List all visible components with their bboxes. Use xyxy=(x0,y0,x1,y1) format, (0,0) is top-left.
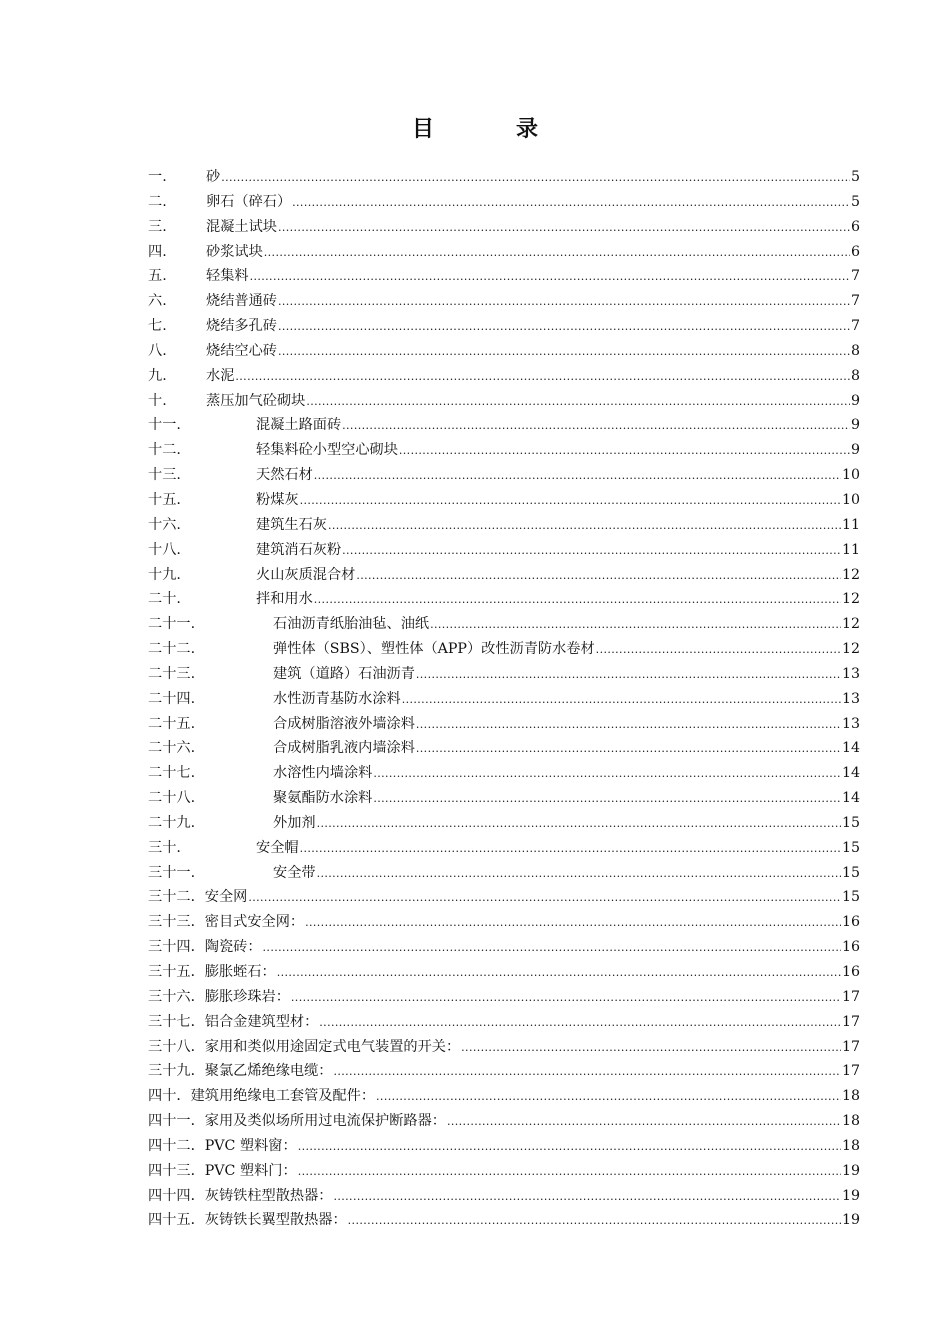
toc-entry[interactable] xyxy=(148,1134,860,1159)
toc-entry[interactable] xyxy=(148,736,860,761)
toc-entry-title: 轻集料 xyxy=(206,268,249,285)
toc-entry[interactable] xyxy=(148,1208,860,1233)
toc-dot-leader xyxy=(314,463,841,489)
toc-dot-leader xyxy=(277,960,841,986)
toc-dot-leader xyxy=(447,1109,841,1135)
toc-entry-number: 三十四． xyxy=(148,939,205,956)
toc-entry-page-number: 17 xyxy=(841,1013,860,1030)
toc-entry-page-number: 13 xyxy=(841,690,860,707)
toc-dot-leader xyxy=(263,935,841,961)
toc-entry-title: 水泥 xyxy=(206,367,235,384)
toc-entry[interactable] xyxy=(148,438,860,463)
toc-entry-number: 二十八. xyxy=(148,790,196,807)
toc-entry-title: 合成树脂乳液内墙涂料 xyxy=(273,740,415,757)
toc-entry-number: 四十五． xyxy=(148,1212,205,1229)
toc-dot-leader xyxy=(292,190,850,216)
toc-entry-number: 五. xyxy=(148,268,167,285)
toc-dot-leader xyxy=(278,339,850,365)
toc-entry-page-number: 9 xyxy=(850,392,860,409)
toc-entry[interactable] xyxy=(148,811,860,836)
toc-entry-title: 安全帽 xyxy=(256,839,299,856)
toc-entry-page-number: 16 xyxy=(841,914,860,931)
toc-entry-title: 拌和用水 xyxy=(256,591,313,608)
toc-dot-leader xyxy=(298,1134,841,1160)
toc-dot-leader xyxy=(298,1159,841,1185)
toc-entry-number: 三十五． xyxy=(148,964,205,980)
toc-entry[interactable] xyxy=(148,1010,860,1035)
toc-dot-leader xyxy=(461,1035,841,1061)
toc-entry[interactable] xyxy=(148,587,860,612)
toc-entry[interactable] xyxy=(148,389,860,414)
toc-entry-number: 三十三． xyxy=(148,914,205,931)
toc-dot-leader xyxy=(416,662,841,688)
toc-dot-leader xyxy=(342,413,850,439)
toc-entry[interactable] xyxy=(148,240,860,265)
toc-entry-number: 四十三． xyxy=(148,1162,205,1179)
toc-entry-title: 弹性体（SBS）、塑性体（APP）改性沥青防水卷材 xyxy=(273,641,595,658)
toc-entry-number: 十三. xyxy=(148,467,181,484)
toc-entry[interactable] xyxy=(148,761,860,786)
toc-dot-leader xyxy=(342,538,841,564)
toc-entry[interactable] xyxy=(148,861,860,886)
toc-entry-number: 二十五. xyxy=(148,715,196,732)
toc-entry-title: 灰铸铁柱型散热器： xyxy=(204,1187,333,1204)
toc-entry-number: 十五. xyxy=(148,491,181,508)
toc-entry[interactable] xyxy=(148,1159,860,1184)
toc-entry[interactable] xyxy=(148,1084,860,1109)
toc-entry[interactable] xyxy=(148,190,860,215)
toc-entry-title: 烧结空心砖 xyxy=(206,342,277,359)
toc-dot-leader xyxy=(264,240,850,266)
table-of-contents xyxy=(148,165,860,1233)
toc-entry-page-number: 13 xyxy=(841,715,860,732)
toc-entry[interactable] xyxy=(148,935,860,960)
toc-entry-title: 安全带 xyxy=(273,864,316,881)
toc-entry-title: 膨胀珍珠岩： xyxy=(204,988,290,1005)
toc-entry-title: 建筑消石灰粉 xyxy=(256,541,342,558)
toc-entry-number: 二十. xyxy=(148,591,181,608)
toc-entry-page-number: 17 xyxy=(841,1063,860,1080)
toc-entry-title: 混凝土路面砖 xyxy=(256,417,342,434)
toc-entry-page-number: 8 xyxy=(850,367,860,384)
toc-entry[interactable] xyxy=(148,985,860,1010)
toc-dot-leader xyxy=(373,761,841,787)
toc-entry-page-number: 14 xyxy=(841,740,860,757)
toc-dot-leader xyxy=(399,438,850,464)
toc-entry-title: 密目式安全网： xyxy=(204,914,305,931)
toc-entry[interactable] xyxy=(148,662,860,687)
toc-entry-page-number: 15 xyxy=(841,864,860,881)
toc-dot-leader xyxy=(356,563,841,589)
toc-entry[interactable] xyxy=(148,836,860,861)
toc-dot-leader xyxy=(300,836,841,862)
toc-entry[interactable] xyxy=(148,264,860,289)
toc-entry-title: PVC 塑料门： xyxy=(204,1162,297,1179)
toc-entry-page-number: 9 xyxy=(850,442,860,459)
toc-dot-leader xyxy=(376,1084,841,1110)
toc-dot-leader xyxy=(319,1010,841,1036)
toc-entry-title: 安全网 xyxy=(204,889,248,906)
toc-entry[interactable] xyxy=(148,488,860,513)
toc-entry-number: 四十一． xyxy=(148,1113,205,1130)
toc-entry-page-number: 12 xyxy=(841,591,860,608)
toc-entry-number: 二十三. xyxy=(148,665,196,682)
toc-entry-page-number: 5 xyxy=(850,193,860,210)
toc-dot-leader xyxy=(235,364,850,390)
toc-dot-leader xyxy=(278,289,850,315)
toc-entry-number: 八. xyxy=(148,342,167,359)
toc-dot-leader xyxy=(348,1208,841,1234)
toc-entry-title: 天然石材 xyxy=(256,467,313,484)
toc-entry[interactable] xyxy=(148,786,860,811)
toc-entry[interactable] xyxy=(148,1035,860,1060)
toc-entry-title: 建筑用绝缘电工套管及配件： xyxy=(190,1088,376,1105)
toc-dot-leader xyxy=(300,488,841,514)
toc-entry-number: 四十二． xyxy=(148,1137,205,1154)
page-title: 目 录 xyxy=(411,116,568,142)
toc-entry-title: 合成树脂溶液外墙涂料 xyxy=(273,715,415,732)
toc-entry-page-number: 7 xyxy=(850,268,860,285)
toc-entry-title: 卵石（碎石） xyxy=(206,193,292,210)
toc-dot-leader xyxy=(333,1059,840,1085)
toc-entry-title: 灰铸铁长翼型散热器： xyxy=(204,1212,347,1229)
toc-dot-leader xyxy=(250,264,850,290)
toc-dot-leader xyxy=(248,885,841,911)
toc-entry-page-number: 7 xyxy=(850,318,860,335)
toc-entry-page-number: 16 xyxy=(841,964,860,980)
toc-entry-title: 混凝土试块 xyxy=(206,218,277,235)
toc-entry-number: 二十二. xyxy=(148,641,196,658)
toc-entry-title: 火山灰质混合材 xyxy=(256,566,356,583)
toc-entry-title: 聚氯乙烯绝缘电缆： xyxy=(204,1063,333,1080)
toc-entry-title: 轻集料砼小型空心砌块 xyxy=(256,442,398,459)
toc-entry-page-number: 15 xyxy=(841,839,860,856)
toc-entry-number: 十一. xyxy=(148,417,181,434)
toc-entry-page-number: 19 xyxy=(841,1187,860,1204)
toc-entry-page-number: 17 xyxy=(841,988,860,1005)
toc-entry[interactable] xyxy=(148,165,860,190)
toc-entry-title: 建筑生石灰 xyxy=(256,516,327,533)
toc-entry-number: 七. xyxy=(148,318,167,335)
toc-entry-number: 四十． xyxy=(148,1088,191,1105)
toc-dot-leader xyxy=(333,1184,840,1210)
toc-entry[interactable] xyxy=(148,289,860,314)
toc-entry-page-number: 12 xyxy=(841,616,860,633)
toc-entry-page-number: 15 xyxy=(841,889,860,906)
toc-dot-leader xyxy=(416,736,841,762)
toc-dot-leader xyxy=(317,811,841,837)
toc-entry-title: 聚氨酯防水涂料 xyxy=(273,790,373,807)
toc-entry[interactable] xyxy=(148,463,860,488)
toc-entry-number: 二十一. xyxy=(148,616,196,633)
toc-entry-page-number: 12 xyxy=(841,641,860,658)
toc-entry-number: 十. xyxy=(148,392,167,409)
toc-entry-number: 十八. xyxy=(148,541,181,558)
toc-entry-number: 二十六. xyxy=(148,740,196,757)
toc-entry-page-number: 18 xyxy=(841,1088,860,1105)
toc-entry-page-number: 13 xyxy=(841,665,860,682)
toc-entry-number: 二. xyxy=(148,193,167,210)
toc-entry[interactable] xyxy=(148,364,860,389)
toc-dot-leader xyxy=(416,712,841,738)
toc-entry-page-number: 12 xyxy=(841,566,860,583)
toc-entry-title: 石油沥青纸胎油毡、油纸 xyxy=(273,616,430,633)
toc-entry-number: 四十四． xyxy=(148,1187,205,1204)
toc-dot-leader xyxy=(317,861,841,887)
toc-entry[interactable] xyxy=(148,513,860,538)
toc-entry-number: 十六. xyxy=(148,516,181,533)
toc-entry-page-number: 11 xyxy=(841,516,860,533)
toc-entry-title: PVC 塑料窗： xyxy=(204,1137,297,1154)
toc-entry-number: 三十二． xyxy=(148,889,205,906)
toc-dot-leader xyxy=(402,687,841,713)
toc-entry-title: 砂 xyxy=(206,169,221,185)
toc-entry-title: 砂浆试块 xyxy=(206,243,263,260)
toc-entry[interactable] xyxy=(148,612,860,637)
toc-entry-number: 十九. xyxy=(148,566,181,583)
toc-entry-page-number: 8 xyxy=(850,342,860,359)
toc-entry-page-number: 18 xyxy=(841,1113,860,1130)
toc-entry-title: 建筑（道路）石油沥青 xyxy=(273,665,415,682)
toc-entry-title: 外加剂 xyxy=(273,814,316,831)
toc-dot-leader xyxy=(306,389,850,415)
toc-entry-title: 水溶性内墙涂料 xyxy=(273,765,373,782)
toc-entry-title: 粉煤灰 xyxy=(256,491,299,508)
toc-entry-page-number: 5 xyxy=(850,169,860,185)
toc-entry-number: 一. xyxy=(148,169,167,185)
toc-entry-page-number: 14 xyxy=(841,765,860,782)
toc-dot-leader xyxy=(328,513,841,539)
toc-entry[interactable] xyxy=(148,960,860,985)
toc-entry[interactable] xyxy=(148,1109,860,1134)
toc-entry[interactable] xyxy=(148,885,860,910)
toc-entry-page-number: 19 xyxy=(841,1212,860,1229)
toc-entry-number: 三十六． xyxy=(148,988,205,1005)
toc-entry-number: 三十九． xyxy=(148,1063,205,1080)
toc-entry-number: 二十七. xyxy=(148,765,196,782)
toc-entry-page-number: 14 xyxy=(841,790,860,807)
toc-entry-number: 六. xyxy=(148,293,167,310)
toc-entry[interactable] xyxy=(148,712,860,737)
toc-entry-number: 十二. xyxy=(148,442,181,459)
toc-entry-page-number: 18 xyxy=(841,1137,860,1154)
toc-entry-number: 三十一. xyxy=(148,864,196,881)
toc-entry[interactable] xyxy=(148,215,860,240)
toc-entry[interactable] xyxy=(148,910,860,935)
toc-entry-title: 烧结多孔砖 xyxy=(206,318,277,335)
toc-entry-page-number: 10 xyxy=(841,467,860,484)
toc-entry[interactable] xyxy=(148,339,860,364)
toc-dot-leader xyxy=(291,985,841,1011)
toc-entry-page-number: 16 xyxy=(841,939,860,956)
toc-entry-number: 三十八． xyxy=(148,1038,205,1055)
toc-entry[interactable] xyxy=(148,1059,860,1084)
toc-dot-leader xyxy=(305,910,841,936)
toc-entry-number: 三十. xyxy=(148,839,181,856)
toc-dot-leader xyxy=(596,637,841,663)
toc-entry-number: 二十九. xyxy=(148,814,196,831)
toc-dot-leader xyxy=(430,612,841,638)
toc-entry[interactable] xyxy=(148,687,860,712)
toc-entry-page-number: 10 xyxy=(841,491,860,508)
toc-entry-number: 九. xyxy=(148,367,167,384)
toc-entry-title: 家用及类似场所用过电流保护断路器： xyxy=(204,1113,446,1130)
toc-entry-title: 膨胀蛭石： xyxy=(204,964,276,980)
toc-dot-leader xyxy=(278,215,850,241)
toc-entry[interactable] xyxy=(148,538,860,563)
toc-entry-title: 蒸压加气砼砌块 xyxy=(206,392,306,409)
toc-entry-page-number: 15 xyxy=(841,814,860,831)
toc-entry[interactable] xyxy=(148,563,860,588)
toc-dot-leader xyxy=(373,786,841,812)
toc-entry-page-number: 6 xyxy=(850,243,860,260)
toc-entry-page-number: 19 xyxy=(841,1162,860,1179)
toc-entry[interactable] xyxy=(148,314,860,339)
toc-entry-title: 烧结普通砖 xyxy=(206,293,277,310)
toc-entry-page-number: 9 xyxy=(850,417,860,434)
toc-entry[interactable] xyxy=(148,637,860,662)
toc-dot-leader xyxy=(221,165,850,191)
toc-entry-number: 四. xyxy=(148,243,167,260)
toc-entry-page-number: 17 xyxy=(841,1038,860,1055)
toc-entry-title: 铝合金建筑型材： xyxy=(204,1013,319,1030)
toc-entry[interactable] xyxy=(148,413,860,438)
toc-entry-page-number: 7 xyxy=(850,293,860,310)
toc-entry[interactable] xyxy=(148,1184,860,1209)
toc-entry-number: 三十七． xyxy=(148,1013,205,1030)
toc-entry-title: 陶瓷砖： xyxy=(204,939,262,956)
toc-entry-title: 水性沥青基防水涂料 xyxy=(273,690,401,707)
toc-entry-page-number: 11 xyxy=(841,541,860,558)
toc-entry-title: 家用和类似用途固定式电气装置的开关： xyxy=(204,1038,461,1055)
toc-entry-page-number: 6 xyxy=(850,218,860,235)
toc-dot-leader xyxy=(278,314,850,340)
toc-entry-number: 三. xyxy=(148,218,167,235)
toc-dot-leader xyxy=(314,587,841,613)
toc-entry-number: 二十四. xyxy=(148,690,196,707)
